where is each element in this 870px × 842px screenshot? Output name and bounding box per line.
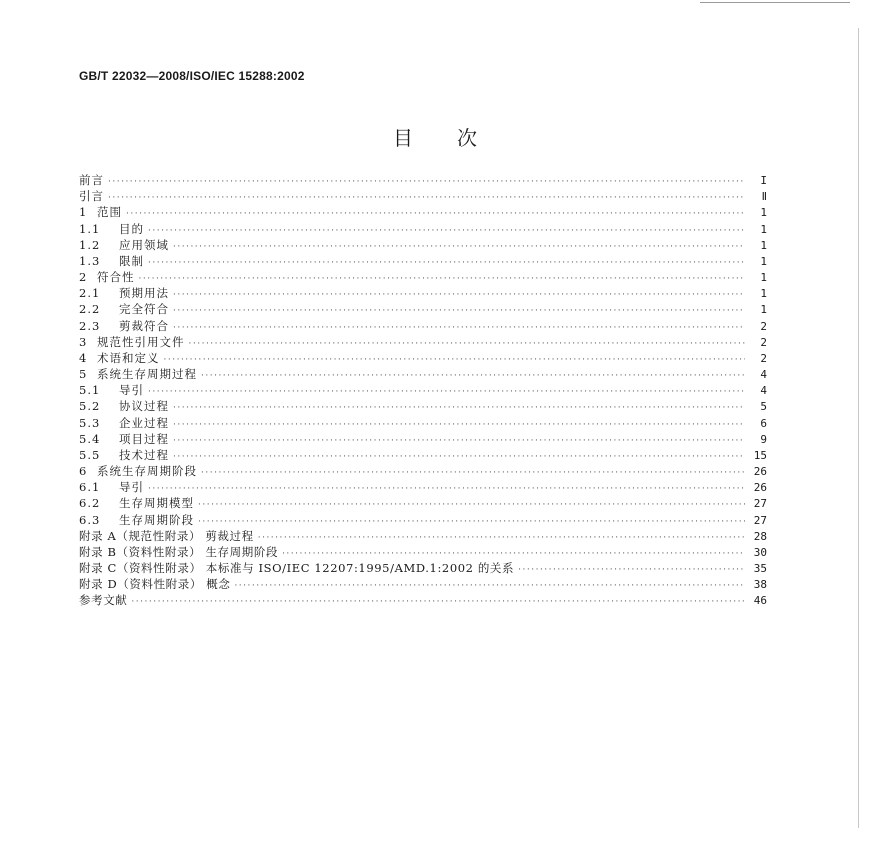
toc-entry-label: 系统生存周期阶段 <box>97 464 197 479</box>
toc-entry-label: 符合性 <box>97 270 135 285</box>
standard-code: GB/T 22032—2008/ISO/IEC 15288:2002 <box>79 69 305 83</box>
toc-entry-page: 2 <box>760 351 767 365</box>
toc-leader-dots <box>148 481 745 497</box>
toc-entry-label: 前言 <box>79 173 104 187</box>
toc-entry-page: 9 <box>760 432 767 446</box>
toc-entry-page: 1 <box>760 222 767 236</box>
toc-entry[interactable] <box>79 172 767 188</box>
toc-entry-label: 生存周期阶段 <box>119 512 194 527</box>
toc-entry-page: I <box>760 174 767 187</box>
toc-entry[interactable] <box>79 495 767 511</box>
toc-leader-dots <box>173 287 745 303</box>
toc-entry-page: 1 <box>760 271 767 285</box>
toc-entry[interactable] <box>79 528 767 544</box>
toc-entry-label: 生存周期模型 <box>119 496 194 511</box>
toc-entry-page: 4 <box>760 368 767 382</box>
toc-leader-dots <box>139 271 746 287</box>
toc-entry-number: 5 <box>79 367 88 382</box>
toc-leader-dots <box>518 562 745 578</box>
toc-entry-number: 1.1 <box>79 221 101 236</box>
toc-leader-dots <box>198 514 745 530</box>
toc-entry-label: 附录 B（资料性附录） 生存周期阶段 <box>79 544 279 559</box>
toc-entry-page: 28 <box>753 529 767 543</box>
toc-entry-page: 6 <box>760 416 767 430</box>
toc-entry-label: 范围 <box>97 205 122 220</box>
toc-entry-label: 协议过程 <box>119 399 169 414</box>
toc-entry-label: 附录 A（规范性附录） 剪裁过程 <box>79 528 254 543</box>
toc-entry[interactable] <box>79 447 767 463</box>
toc-entry-label: 限制 <box>119 253 144 268</box>
toc-entry-number: 2.3 <box>79 318 101 333</box>
toc-entry-page: 1 <box>760 206 767 220</box>
toc-entry-number: 6.3 <box>79 512 101 527</box>
toc-entry-page: 26 <box>753 465 767 479</box>
toc-entry-number: 5.2 <box>79 399 101 414</box>
toc-leader-dots <box>126 206 745 222</box>
toc-entry-label: 系统生存周期过程 <box>97 367 197 382</box>
table-of-contents <box>79 172 767 609</box>
toc-entry-page: 26 <box>753 481 767 495</box>
toc-entry-page: 27 <box>753 497 767 511</box>
toc-leader-dots <box>108 174 745 190</box>
toc-leader-dots <box>173 303 745 319</box>
toc-entry[interactable] <box>79 576 767 592</box>
toc-entry-page: 4 <box>760 384 767 398</box>
toc-entry-number: 6.2 <box>79 496 101 511</box>
toc-entry[interactable] <box>79 350 767 366</box>
toc-entry-number: 5.3 <box>79 415 101 430</box>
toc-entry-label: 附录 D（资料性附录） 概念 <box>79 577 231 592</box>
toc-entry[interactable] <box>79 253 767 269</box>
toc-leader-dots <box>189 336 746 352</box>
page-title: 目次 <box>393 126 521 150</box>
toc-entry-page: 2 <box>760 319 767 333</box>
toc-entry-label: 应用领域 <box>119 237 169 252</box>
toc-entry-page: 38 <box>753 578 767 592</box>
toc-leader-dots <box>201 368 745 384</box>
toc-entry-label: 导引 <box>119 383 144 398</box>
toc-entry[interactable] <box>79 431 767 447</box>
toc-entry[interactable] <box>79 366 767 382</box>
toc-entry-page: 46 <box>753 594 767 608</box>
toc-entry-page: 1 <box>760 254 767 268</box>
toc-entry-number: 3 <box>79 334 88 349</box>
toc-entry-number: 5.1 <box>79 383 101 398</box>
toc-leader-dots <box>148 255 745 271</box>
toc-entry-page: 27 <box>753 513 767 527</box>
toc-leader-dots <box>198 497 745 513</box>
toc-entry-page: 1 <box>760 287 767 301</box>
toc-entry[interactable] <box>79 544 767 560</box>
toc-entry-number: 2.1 <box>79 286 101 301</box>
toc-leader-dots <box>173 320 745 336</box>
toc-entry-label: 规范性引用文件 <box>97 334 185 349</box>
toc-entry[interactable] <box>79 204 767 220</box>
toc-leader-dots <box>258 530 745 546</box>
toc-entry[interactable] <box>79 221 767 237</box>
toc-entry-label: 附录 C（资料性附录） 本标准与 ISO/IEC 12207:1995/AMD.1:2002 的关系 <box>79 561 515 576</box>
toc-entry[interactable] <box>79 188 767 204</box>
toc-entry-label: 企业过程 <box>119 415 169 430</box>
toc-entry[interactable] <box>79 269 767 285</box>
toc-entry[interactable] <box>79 334 767 350</box>
toc-entry-number: 4 <box>79 350 88 365</box>
toc-entry-number: 1.2 <box>79 237 101 252</box>
toc-leader-dots <box>173 449 745 465</box>
toc-leader-dots <box>148 223 745 239</box>
toc-leader-dots <box>164 352 746 368</box>
toc-entry-label: 预期用法 <box>119 286 169 301</box>
toc-leader-dots <box>173 433 745 449</box>
toc-entry-label: 术语和定义 <box>97 350 160 365</box>
toc-entry-page: Ⅱ <box>761 190 767 204</box>
toc-leader-dots <box>108 190 745 206</box>
toc-entry-page: 30 <box>753 545 767 559</box>
toc-entry-page: 1 <box>760 303 767 317</box>
toc-leader-dots <box>173 400 745 416</box>
toc-entry-label: 导引 <box>119 480 144 495</box>
toc-entry[interactable] <box>79 512 767 528</box>
toc-entry-page: 35 <box>753 562 767 576</box>
toc-entry-label: 项目过程 <box>119 431 169 446</box>
toc-entry[interactable] <box>79 318 767 334</box>
toc-entry-number: 2.2 <box>79 302 101 317</box>
toc-entry-number: 1.3 <box>79 253 101 268</box>
toc-entry-label: 技术过程 <box>119 447 169 462</box>
toc-leader-dots <box>148 384 745 400</box>
toc-entry[interactable] <box>79 560 767 576</box>
toc-leader-dots <box>234 578 745 594</box>
toc-entry-label: 目的 <box>119 221 144 236</box>
toc-entry[interactable] <box>79 463 767 479</box>
toc-entry-number: 2 <box>79 270 88 285</box>
toc-entry-page: 5 <box>760 400 767 414</box>
toc-entry-page: 1 <box>760 238 767 252</box>
toc-entry-number: 6 <box>79 464 88 479</box>
toc-entry-page: 2 <box>760 335 767 349</box>
toc-entry-label: 剪裁符合 <box>119 318 169 333</box>
toc-entry[interactable] <box>79 398 767 414</box>
toc-entry[interactable] <box>79 382 767 398</box>
toc-entry[interactable] <box>79 592 767 608</box>
toc-entry-label: 引言 <box>79 189 104 204</box>
toc-leader-dots <box>173 239 745 255</box>
toc-entry-page: 15 <box>753 448 767 462</box>
toc-entry[interactable] <box>79 285 767 301</box>
toc-entry-label: 参考文献 <box>79 593 128 608</box>
toc-entry[interactable] <box>79 301 767 317</box>
toc-leader-dots <box>173 417 745 433</box>
toc-entry[interactable] <box>79 479 767 495</box>
toc-entry-number: 6.1 <box>79 480 101 495</box>
toc-entry[interactable] <box>79 237 767 253</box>
toc-leader-dots <box>201 465 745 481</box>
toc-entry-number: 5.5 <box>79 447 101 462</box>
toc-leader-dots <box>131 594 745 610</box>
toc-entry-number: 5.4 <box>79 431 101 446</box>
toc-entry[interactable] <box>79 415 767 431</box>
scan-edge-line <box>700 2 850 3</box>
toc-entry-number: 1 <box>79 205 88 220</box>
toc-entry-label: 完全符合 <box>119 302 169 317</box>
